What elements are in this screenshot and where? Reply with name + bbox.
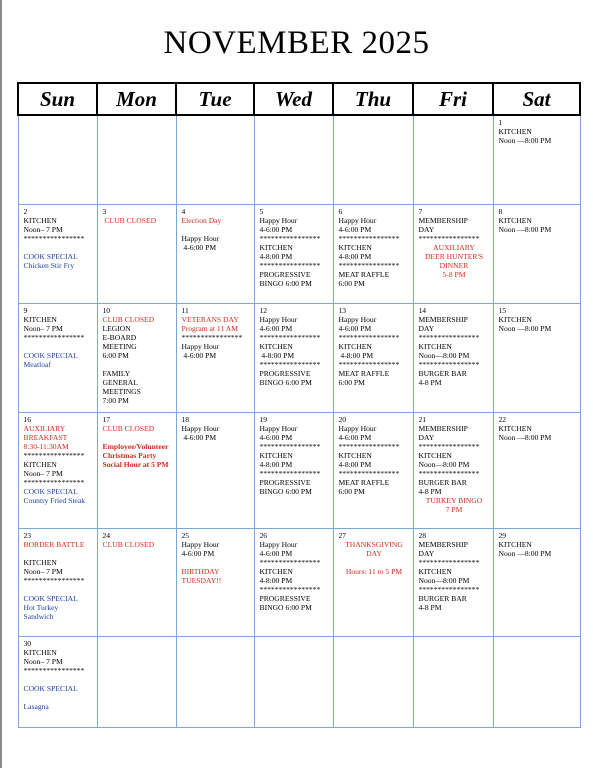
week-row [18,205,580,304]
event-line: Hot Turkey [23,603,59,612]
day-number: 20 [338,415,347,424]
event-line: 4-8 PM [418,378,442,387]
event-line: Happy Hour [338,216,377,225]
event-line: **************** [259,234,321,243]
day-number: 19 [259,415,268,424]
event-line: 4-8:00 PM [338,252,372,261]
day-cell [97,529,176,637]
day-number: 24 [102,531,111,540]
event-line: Noon—8:00 PM [418,460,470,469]
event-line: 4-6:00 PM [338,433,372,442]
event-line: THANKSGIVING [345,540,403,549]
event-line: GENERAL [102,378,138,387]
event-line: **************** [338,469,400,478]
event-line: MEMBERSHIP [418,424,468,433]
empty-day-cell [493,637,580,728]
event-line: Happy Hour [338,424,377,433]
day-number: 10 [102,306,111,315]
event-line: 4-8:00 PM [338,460,372,469]
day-number: 12 [259,306,268,315]
day-number: 16 [23,415,32,424]
event-line: MEAT RAFFLE [338,270,390,279]
day-number: 17 [102,415,111,424]
day-cell [333,205,413,304]
weekday-thu: Thu [333,83,413,115]
weekday-sat: Sat [493,83,580,115]
empty-day-cell [176,637,254,728]
event-line: Noon —8:00 PM [498,136,552,145]
event-line: KITCHEN [418,567,452,576]
event-line [103,433,173,442]
event-line: 8:30-11:30AM [23,442,69,451]
event-line: CLUB CLOSED [102,424,155,433]
day-cell [493,304,580,413]
event-line: MEMBERSHIP [418,540,468,549]
event-line: **************** [259,360,321,369]
event-line: BORDER BATTLE [23,540,85,549]
event-line: **************** [338,360,400,369]
event-line: Noon—8:00 PM [418,351,470,360]
day-number: 30 [23,639,32,648]
event-line: 4-6:00 PM [181,433,217,442]
day-cell [176,304,254,413]
event-line: **************** [23,666,85,675]
event-line: TUESDAY!! [181,576,222,585]
event-line: PROGRESSIVE [259,270,311,279]
event-line: Happy Hour [259,424,298,433]
event-line: 7:00 PM [102,396,129,405]
event-line: Happy Hour [338,315,377,324]
event-line: 4-6:00 PM [338,225,372,234]
day-cell [493,529,580,637]
week-row [18,115,580,205]
event-line: COOK SPECIAL [23,684,78,693]
event-line: 5-8 PM [442,270,466,279]
day-number: 15 [498,306,507,315]
event-line: BURGER BAR [418,594,467,603]
event-line: CLUB CLOSED [102,216,157,225]
event-line: MEETING [102,342,137,351]
day-number: 22 [498,415,507,424]
event-line: KITCHEN [259,567,293,576]
event-line: Noon– 7 PM [23,567,63,576]
week-row [18,637,580,728]
event-line: 4-8:00 PM [259,576,293,585]
event-line [24,675,94,684]
event-line: MEAT RAFFLE [338,369,390,378]
week-row [18,304,580,413]
empty-day-cell [254,637,333,728]
event-line: **************** [418,558,480,567]
event-line: LEGION [102,324,131,333]
day-cell [97,304,176,413]
day-number: 28 [418,531,427,540]
event-line: PROGRESSIVE [259,594,311,603]
event-line: **************** [23,333,85,342]
empty-day-cell [333,115,413,205]
event-line: 4-8 PM [418,487,442,496]
event-line: Noon– 7 PM [23,469,63,478]
event-line [182,558,251,567]
event-line: VETERANS DAY [181,315,239,324]
event-line [24,585,94,594]
day-cell [333,529,413,637]
event-line: 6:00 PM [338,378,365,387]
event-line: Christmas Party [102,451,157,460]
event-line: 4-6:00 PM [259,225,293,234]
event-line: MEMBERSHIP [418,216,468,225]
day-cell [254,413,333,529]
event-line: 6:00 PM [338,279,365,288]
event-line: **************** [418,469,480,478]
event-line [182,225,251,234]
event-line: 7 PM [445,505,463,514]
event-line: **************** [338,442,400,451]
event-line: **************** [23,234,85,243]
event-line [24,549,94,558]
event-line: Happy Hour [181,424,220,433]
event-line: Noon —8:00 PM [498,433,552,442]
event-line: **************** [23,576,85,585]
weekday-header-row [18,83,580,115]
day-cell [254,304,333,413]
event-line: FAMILY [102,369,131,378]
day-cell [97,413,176,529]
event-line: KITCHEN [498,424,532,433]
event-line: COOK SPECIAL [23,594,78,603]
event-line: KITCHEN [23,558,57,567]
event-line: Noon– 7 PM [23,657,63,666]
event-line: KITCHEN [338,342,372,351]
event-line: DAY [418,225,435,234]
event-line: BREAKFAST [23,433,68,442]
event-line: **************** [259,261,321,270]
event-line: Employee/Volunteer [102,442,169,451]
event-line: Sandwich [23,612,54,621]
event-line: **************** [418,585,480,594]
day-cell [97,205,176,304]
event-line: MEAT RAFFLE [338,478,390,487]
event-line: Chicken Stir Fry [23,261,75,270]
event-line: 4-6:00 PM [259,549,293,558]
page-edge-line [0,0,2,768]
event-line: 4-6:00 PM [181,243,217,252]
day-cell [176,529,254,637]
page-title: NOVEMBER 2025 [163,25,430,61]
event-line: KITCHEN [338,243,372,252]
day-number: 8 [498,207,503,216]
event-line: KITCHEN [259,451,293,460]
day-number: 9 [23,306,28,315]
event-line: **************** [181,333,243,342]
event-line: BURGER BAR [418,369,467,378]
event-line: **************** [418,234,480,243]
event-line: 4-8:00 PM [338,351,374,360]
event-line: **************** [23,451,85,460]
weekday-sun: Sun [18,83,97,115]
event-line: 4-8:00 PM [259,460,293,469]
event-line: KITCHEN [418,342,452,351]
empty-day-cell [18,115,97,205]
empty-day-cell [176,115,254,205]
day-number: 5 [259,207,264,216]
event-line: Country Fried Steak [23,496,86,505]
event-line: **************** [338,261,400,270]
event-line: BINGO 6:00 PM [259,487,312,496]
day-cell [413,304,493,413]
event-line: **************** [23,478,85,487]
event-line: Hours: 11 to 5 PM [345,567,403,576]
weekday-mon: Mon [97,83,176,115]
event-line: PROGRESSIVE [259,478,311,487]
event-line: DAY [366,549,382,558]
day-cell [254,205,333,304]
event-line: **************** [418,442,480,451]
event-line: Election Day [181,216,222,225]
event-line: COOK SPECIAL [23,487,78,496]
event-line: **************** [259,469,321,478]
event-line: CLUB CLOSED [102,315,155,324]
day-number: 6 [338,207,343,216]
day-cell [413,413,493,529]
empty-day-cell [97,115,176,205]
empty-day-cell [413,115,493,205]
event-line: Noon– 7 PM [23,324,63,333]
event-line: KITCHEN [23,648,57,657]
empty-day-cell [254,115,333,205]
event-line: COOK SPECIAL [23,252,78,261]
event-line: **************** [338,234,400,243]
day-cell [176,413,254,529]
week-row [18,529,580,637]
event-line: TURKEY BINGO [425,496,483,505]
event-line: KITCHEN [338,451,372,460]
event-line: KITCHEN [418,451,452,460]
event-line: KITCHEN [259,243,293,252]
event-line: Noon —8:00 PM [498,225,552,234]
event-line: MEMBERSHIP [418,315,468,324]
event-line: BURGER BAR [418,478,467,487]
event-line: Noon– 7 PM [23,225,63,234]
calendar-grid [17,82,581,728]
day-cell [413,205,493,304]
day-number: 27 [338,531,347,540]
event-line: Happy Hour [181,540,220,549]
day-cell [176,205,254,304]
day-cell [18,637,97,728]
event-line [339,558,410,567]
event-line: CLUB CLOSED [102,540,155,549]
day-number: 29 [498,531,507,540]
day-number: 18 [181,415,190,424]
event-line: KITCHEN [498,216,532,225]
event-line: BIRTHDAY [181,567,220,576]
event-line: KITCHEN [498,540,532,549]
weekday-wed: Wed [254,83,333,115]
day-cell [254,529,333,637]
event-line: **************** [259,558,321,567]
event-line: 4-6:00 PM [338,324,372,333]
event-line: KITCHEN [259,342,293,351]
event-line: Lasagna [23,702,49,711]
event-line: AUXILIARY [433,243,475,252]
day-number: 3 [102,207,107,216]
event-line: PROGRESSIVE [259,369,311,378]
day-cell [333,413,413,529]
day-number: 26 [259,531,268,540]
event-line: 4-8:00 PM [259,351,295,360]
event-line: KITCHEN [23,315,57,324]
event-line: BINGO 6:00 PM [259,279,312,288]
week-row [18,413,580,529]
event-line: E-BOARD [102,333,137,342]
event-line: Program at 11 AM [181,324,238,333]
day-cell [413,529,493,637]
event-line: AUXILIARY [23,424,66,433]
empty-day-cell [333,637,413,728]
event-line: MEETINGS [102,387,141,396]
event-line: DAY [418,324,435,333]
day-number: 4 [181,207,186,216]
event-line: 6:00 PM [102,351,129,360]
event-line: DAY [418,433,435,442]
event-line [103,360,173,369]
event-line [24,243,94,252]
day-cell [493,413,580,529]
empty-day-cell [413,637,493,728]
event-line: 4-8 PM [418,603,442,612]
event-line: Noon —8:00 PM [498,549,552,558]
event-line: 4-8:00 PM [259,252,293,261]
event-line: COOK SPECIAL [23,351,78,360]
event-line: Meatloaf [23,360,51,369]
day-number: 7 [418,207,423,216]
day-number: 21 [418,415,427,424]
day-cell [18,205,97,304]
day-cell [333,304,413,413]
event-line: **************** [259,585,321,594]
weekday-tue: Tue [176,83,254,115]
event-line: Noon —8:00 PM [498,324,552,333]
event-line: Happy Hour [181,342,220,351]
event-line: 4-6:00 PM [181,549,215,558]
event-line: DEER HUNTER'S [424,252,484,261]
day-cell [493,115,580,205]
event-line: Happy Hour [181,234,220,243]
day-number: 2 [23,207,28,216]
event-line: 4-6:00 PM [181,351,217,360]
day-cell [18,529,97,637]
day-cell [18,413,97,529]
event-line: BINGO 6:00 PM [259,603,312,612]
event-line: **************** [259,442,321,451]
event-line: 6:00 PM [338,487,365,496]
event-line: DAY [418,549,435,558]
event-line: KITCHEN [23,460,57,469]
event-line: KITCHEN [23,216,57,225]
event-line: Happy Hour [259,315,298,324]
event-line: **************** [259,333,321,342]
event-line: BINGO 6:00 PM [259,378,312,387]
weekday-fri: Fri [413,83,493,115]
empty-day-cell [97,637,176,728]
event-line: 4-6:00 PM [259,324,293,333]
day-cell [18,304,97,413]
event-line: KITCHEN [498,127,532,136]
day-number: 23 [23,531,32,540]
day-number: 11 [181,306,189,315]
day-number: 14 [418,306,427,315]
event-line: KITCHEN [498,315,532,324]
event-line: Social Hour at 5 PM [102,460,169,469]
event-line [24,342,94,351]
event-line: **************** [418,333,480,342]
event-line [24,693,94,702]
event-line: **************** [418,360,480,369]
event-line: Noon—8:00 PM [418,576,470,585]
day-cell [493,205,580,304]
day-number: 25 [181,531,190,540]
day-number: 1 [498,118,503,127]
day-number: 13 [338,306,347,315]
event-line: Happy Hour [259,540,298,549]
event-line: DINNER [439,261,469,270]
event-line: **************** [338,333,400,342]
event-line: 4-6:00 PM [259,433,293,442]
event-line: Happy Hour [259,216,298,225]
